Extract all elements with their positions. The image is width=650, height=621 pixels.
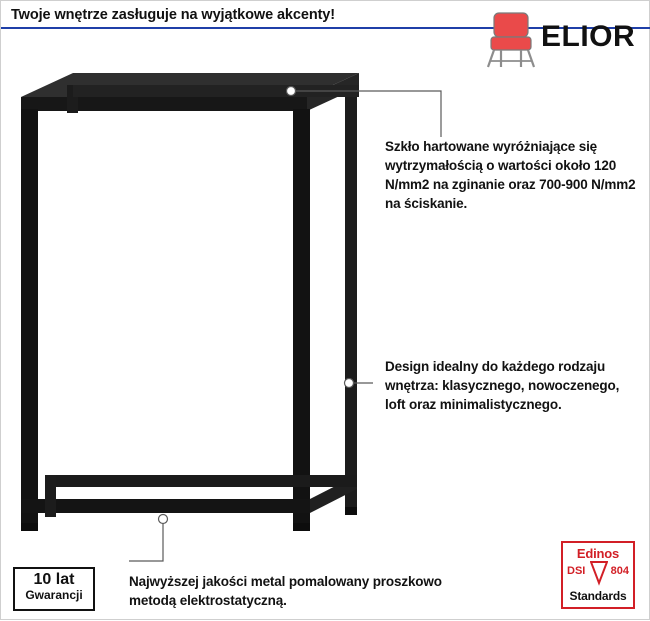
page-headline: Twoje wnętrze zasługuje na wyjątkowe akcenty!: [11, 7, 335, 23]
brand-logo: [485, 9, 641, 71]
warranty-years: 10 lat: [33, 571, 75, 588]
edinos-left-code: DSI: [567, 565, 586, 577]
brand-name: ELIOR: [541, 20, 636, 53]
edinos-codes: [563, 561, 633, 589]
callout-glass: Szkło hartowane wyróżniające się wytrzymałością o wartości około 120 N/mm2 na zginanie oraz 700-900 N/mm2 na ściskanie.: [385, 139, 636, 212]
callout-metal: Najwyższej jakości metal pomalowany proszkowo metodą elektrostatyczną.: [129, 574, 442, 609]
edinos-brand: Edinos: [576, 546, 620, 561]
edinos-standards-label: Standards: [569, 589, 627, 603]
edinos-right-code: 804: [610, 565, 629, 577]
edinos-standards-badge: [561, 541, 635, 609]
warranty-badge: [13, 567, 95, 611]
product-illustration: [9, 67, 365, 537]
warranty-label: Gwarancji: [25, 587, 83, 602]
chair-icon: [485, 11, 537, 69]
callout-design: Design idealny do każdego rodzaju wnętrza: klasycznego, nowoczenego, loft oraz minimalistycznego.: [385, 359, 620, 413]
check-shield-icon: [590, 561, 608, 587]
